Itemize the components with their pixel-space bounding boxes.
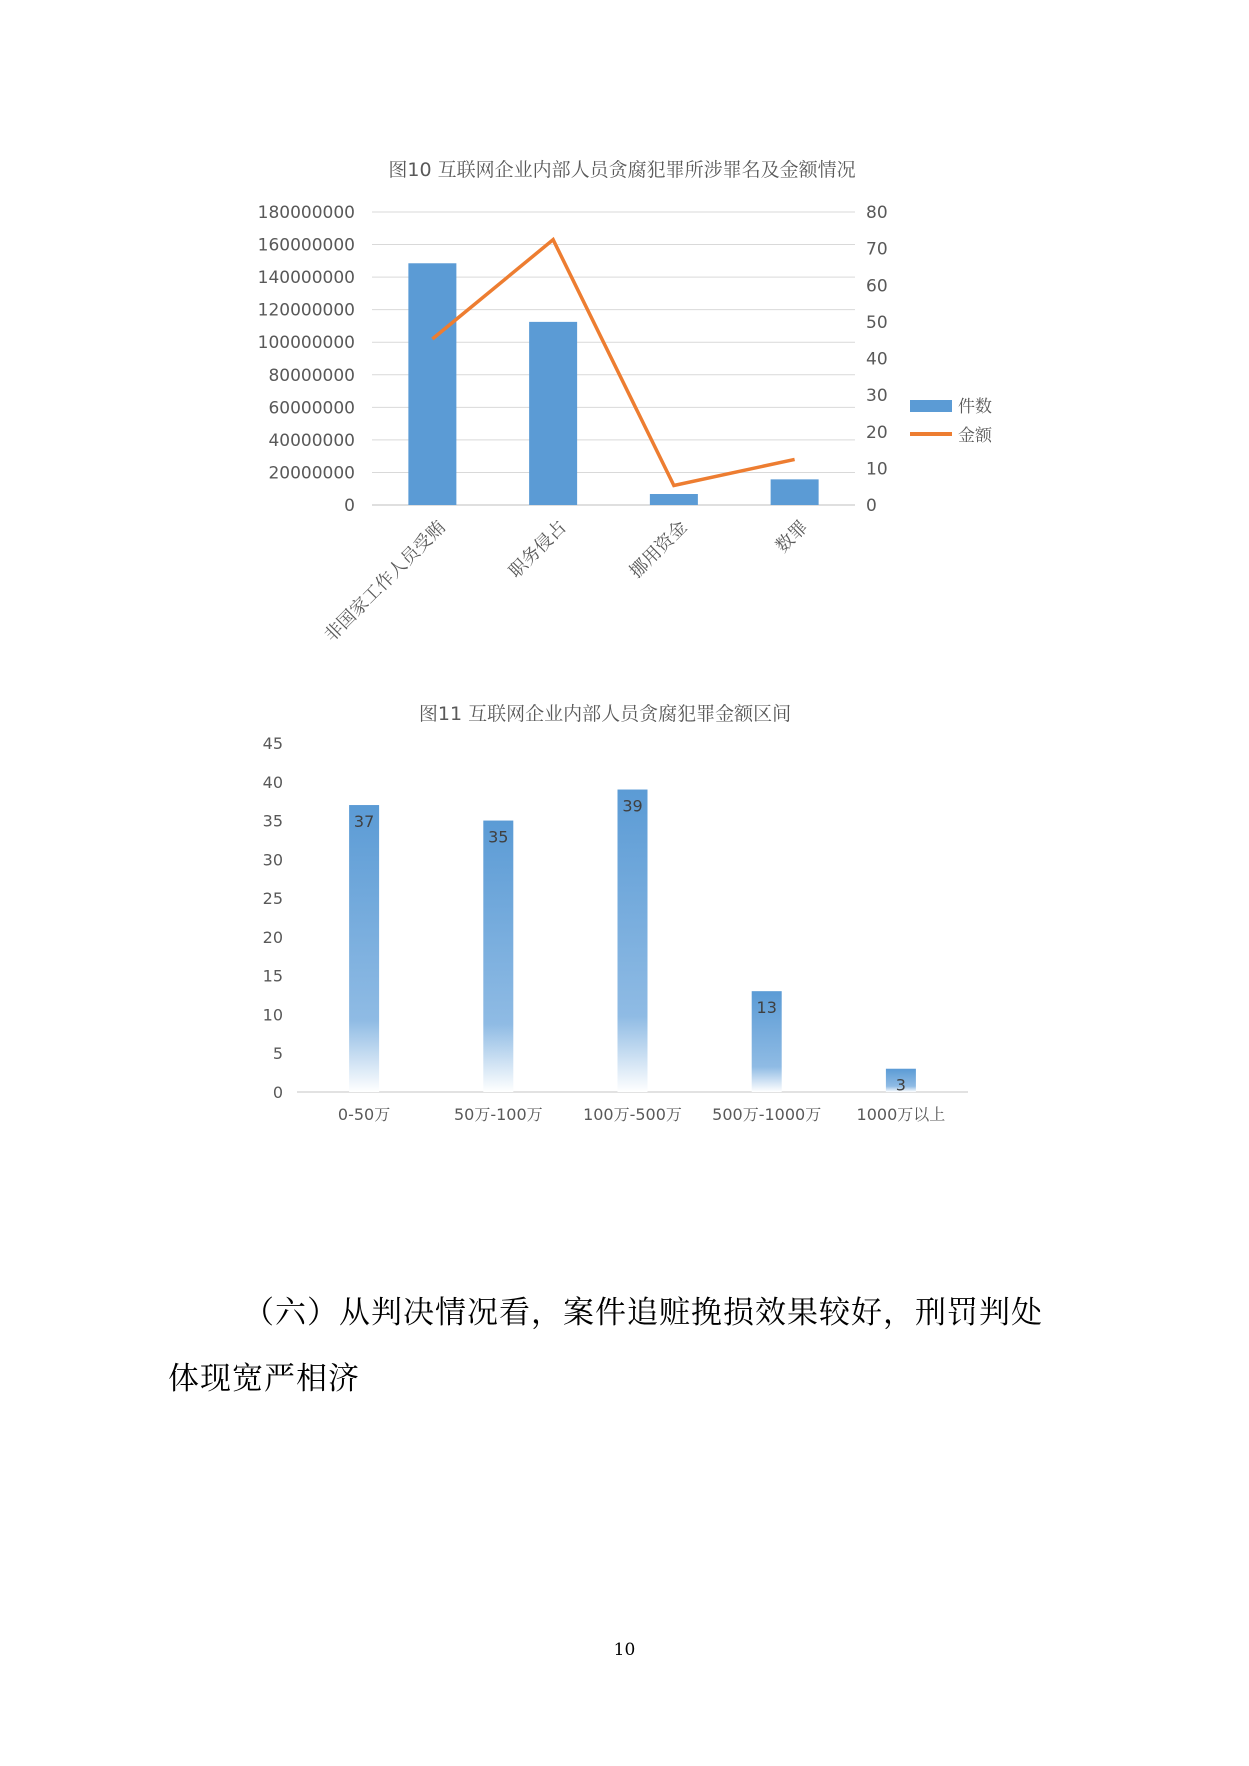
data-label: 13 xyxy=(756,998,777,1018)
y-axis-tick: 0 xyxy=(272,1083,283,1102)
bar xyxy=(483,821,513,1092)
right-axis-tick: 50 xyxy=(866,312,888,333)
page-number: 10 xyxy=(613,1640,636,1660)
y-axis-tick: 25 xyxy=(262,889,283,909)
category-label: 非国家工作人员受贿 xyxy=(320,516,450,647)
chart-title: 图10 互联网企业内部人员贪腐犯罪所涉罪名及金额情况 xyxy=(388,159,856,181)
category-label: 500万-1000万 xyxy=(712,1105,822,1124)
right-axis-tick: 60 xyxy=(866,276,888,297)
chart-title: 图11 互联网企业内部人员贪腐犯罪金额区间 xyxy=(418,703,792,725)
legend-label-line: 金额 xyxy=(958,426,992,446)
heading-line-1: （六）从判决情况看，案件追赃挽损效果较好，刑罚判处 xyxy=(243,1295,1043,1331)
category-label: 1000万以上 xyxy=(856,1105,946,1124)
category-label: 数罪 xyxy=(771,516,813,557)
left-axis-tick: 80000000 xyxy=(268,365,355,386)
y-axis-tick: 5 xyxy=(272,1044,283,1064)
left-axis-tick: 160000000 xyxy=(257,235,355,256)
left-axis-tick: 0 xyxy=(344,496,355,516)
data-label: 39 xyxy=(622,796,643,816)
category-label: 100万-500万 xyxy=(583,1105,682,1124)
legend-label-bar: 件数 xyxy=(958,397,992,417)
y-axis-tick: 40 xyxy=(262,772,283,792)
left-axis-tick: 40000000 xyxy=(268,430,355,451)
right-axis-tick: 20 xyxy=(866,422,888,443)
data-label: 35 xyxy=(488,827,509,847)
category-label: 50万-100万 xyxy=(453,1105,543,1124)
y-axis-tick: 35 xyxy=(262,811,283,831)
right-axis-tick: 40 xyxy=(866,349,888,370)
left-axis-tick: 140000000 xyxy=(257,268,355,289)
heading-line-2: 体现宽严相济 xyxy=(168,1361,360,1397)
right-axis-tick: 10 xyxy=(866,459,888,480)
y-axis-tick: 15 xyxy=(262,966,283,986)
category-label: 0-50万 xyxy=(337,1105,391,1124)
section-heading xyxy=(168,1280,1088,1412)
data-label: 3 xyxy=(895,1075,906,1095)
right-axis-tick: 70 xyxy=(866,239,888,260)
bars xyxy=(349,790,916,1095)
category-label: 挪用资金 xyxy=(625,516,692,583)
right-axis-tick: 0 xyxy=(866,496,877,516)
category-label: 职务侵占 xyxy=(504,516,571,583)
left-axis-tick: 20000000 xyxy=(268,463,355,484)
axis-ticks xyxy=(263,734,283,1102)
y-axis-tick: 45 xyxy=(262,734,283,753)
right-axis-tick: 80 xyxy=(866,203,888,223)
right-axis-tick: 30 xyxy=(866,386,888,407)
y-axis-tick: 10 xyxy=(262,1005,283,1025)
y-axis-tick: 30 xyxy=(262,850,283,870)
left-axis-tick: 180000000 xyxy=(257,203,355,223)
bar xyxy=(618,790,648,1092)
left-axis-tick: 60000000 xyxy=(268,398,355,419)
category-labels xyxy=(338,1105,945,1124)
bar xyxy=(349,805,379,1092)
y-axis-tick: 20 xyxy=(262,927,283,947)
left-axis-tick: 100000000 xyxy=(257,333,355,354)
data-label: 37 xyxy=(353,812,375,832)
left-axis-tick: 120000000 xyxy=(257,300,355,321)
